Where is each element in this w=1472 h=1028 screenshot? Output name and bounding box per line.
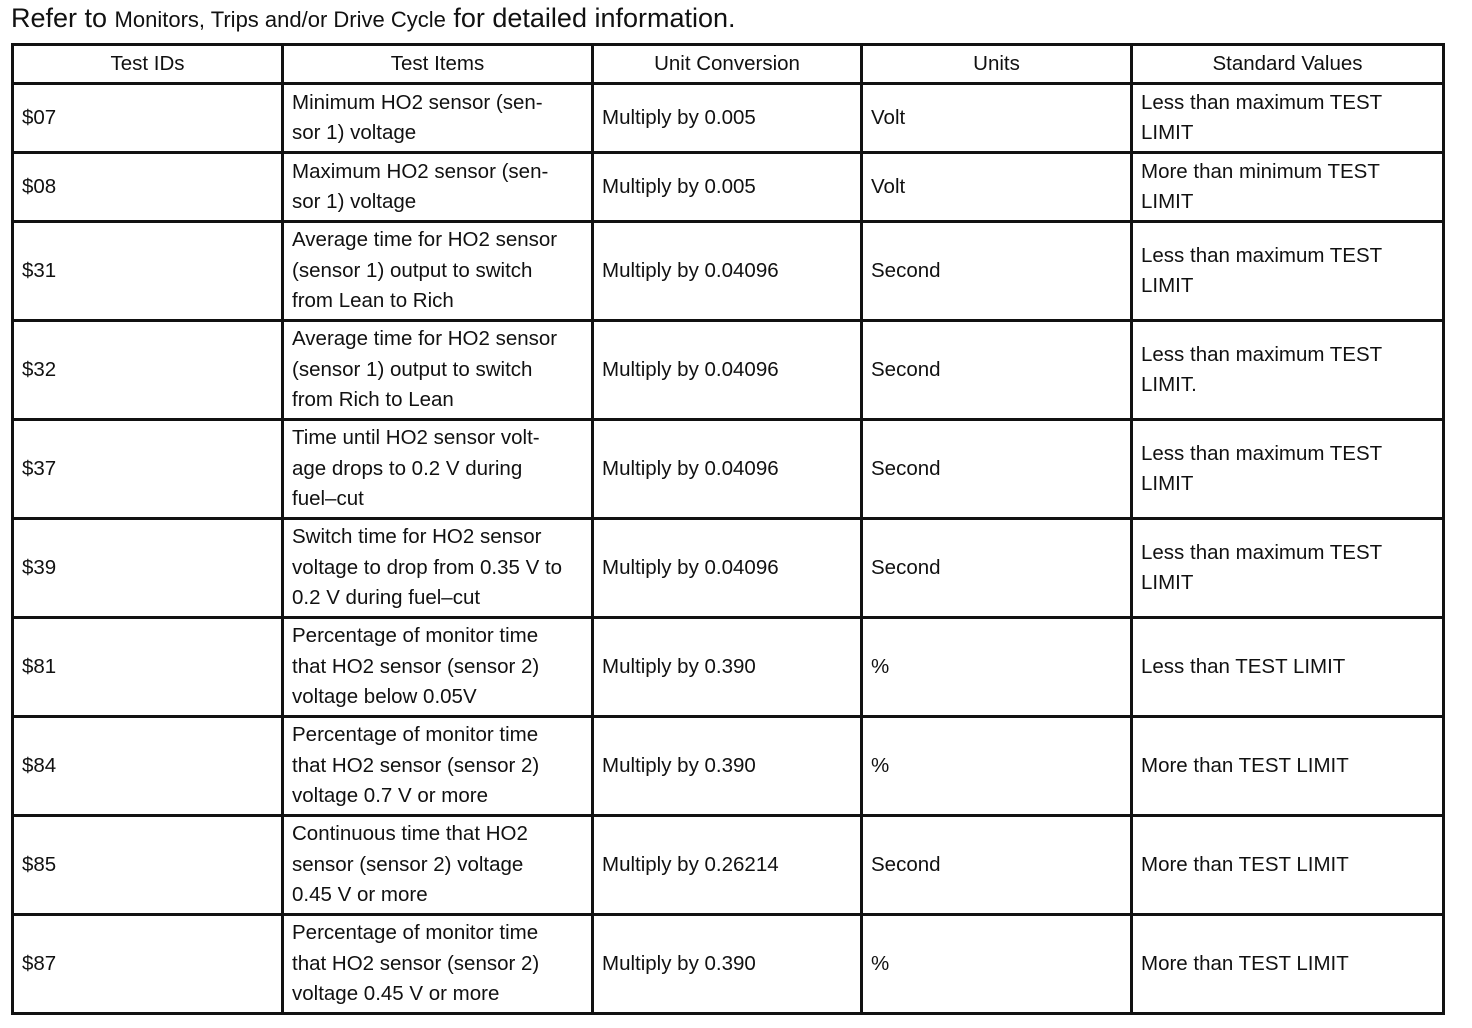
cell-test-id: $87	[13, 915, 283, 1014]
cell-standard-value: Less than maximum TEST LIMIT	[1132, 420, 1444, 519]
cell-unit-conversion: Multiply by 0.04096	[593, 420, 862, 519]
column-header-units: Units	[862, 45, 1132, 84]
cell-units: Second	[862, 816, 1132, 915]
table-row	[13, 717, 1444, 816]
cell-unit-conversion: Multiply by 0.005	[593, 153, 862, 222]
cell-units: Volt	[862, 84, 1132, 153]
cell-unit-conversion: Multiply by 0.04096	[593, 519, 862, 618]
cell-standard-value: More than TEST LIMIT	[1132, 717, 1444, 816]
cell-units: Second	[862, 321, 1132, 420]
cell-unit-conversion: Multiply by 0.390	[593, 915, 862, 1014]
cell-test-id: $32	[13, 321, 283, 420]
cell-test-item: Switch time for HO2 sensor voltage to drop from 0.35 V to 0.2 V during fuel–cut	[283, 519, 593, 618]
cell-standard-value: Less than maximum TEST LIMIT	[1132, 84, 1444, 153]
cell-test-id: $39	[13, 519, 283, 618]
column-header-test-items: Test Items	[283, 45, 593, 84]
column-header-unit-conversion: Unit Conversion	[593, 45, 862, 84]
cell-test-id: $81	[13, 618, 283, 717]
cell-test-item: Continuous time that HO2 sensor (sensor 2) voltage 0.45 V or more	[283, 816, 593, 915]
cell-units: %	[862, 717, 1132, 816]
cell-units: %	[862, 915, 1132, 1014]
cell-standard-value: Less than maximum TEST LIMIT.	[1132, 321, 1444, 420]
cell-test-item: Minimum HO2 sensor (sen- sor 1) voltage	[283, 84, 593, 153]
cell-test-id: $84	[13, 717, 283, 816]
table-row	[13, 153, 1444, 222]
cell-unit-conversion: Multiply by 0.390	[593, 717, 862, 816]
test-results-table	[11, 43, 1445, 1015]
table-row	[13, 618, 1444, 717]
table-row	[13, 519, 1444, 618]
cell-test-id: $07	[13, 84, 283, 153]
table-row	[13, 321, 1444, 420]
column-header-test-ids: Test IDs	[13, 45, 283, 84]
cell-test-item: Time until HO2 sensor volt- age drops to 0.2 V during fuel–cut	[283, 420, 593, 519]
table-header	[13, 45, 1444, 84]
cell-standard-value: Less than maximum TEST LIMIT	[1132, 222, 1444, 321]
cell-test-id: $08	[13, 153, 283, 222]
cell-standard-value: More than minimum TEST LIMIT	[1132, 153, 1444, 222]
table-row	[13, 84, 1444, 153]
cell-units: Volt	[862, 153, 1132, 222]
table-row	[13, 915, 1444, 1014]
table-row	[13, 420, 1444, 519]
column-header-standard-values: Standard Values	[1132, 45, 1444, 84]
cell-standard-value: More than TEST LIMIT	[1132, 915, 1444, 1014]
intro-text-part3: for detailed information.	[445, 3, 736, 33]
cell-unit-conversion: Multiply by 0.390	[593, 618, 862, 717]
cell-standard-value: Less than TEST LIMIT	[1132, 618, 1444, 717]
cell-unit-conversion: Multiply by 0.04096	[593, 321, 862, 420]
table-row	[13, 222, 1444, 321]
cell-test-item: Average time for HO2 sensor (sensor 1) output to switch from Rich to Lean	[283, 321, 593, 420]
cell-units: %	[862, 618, 1132, 717]
cell-standard-value: Less than maximum TEST LIMIT	[1132, 519, 1444, 618]
cell-test-item: Percentage of monitor time that HO2 sensor (sensor 2) voltage 0.45 V or more	[283, 915, 593, 1014]
cell-standard-value: More than TEST LIMIT	[1132, 816, 1444, 915]
table-body	[13, 84, 1444, 1014]
intro-text-part1: Refer to	[11, 3, 115, 33]
header-row	[13, 45, 1444, 84]
table-row	[13, 816, 1444, 915]
cell-test-id: $37	[13, 420, 283, 519]
intro-text	[11, 1, 736, 37]
cell-test-item: Percentage of monitor time that HO2 sensor (sensor 2) voltage 0.7 V or more	[283, 717, 593, 816]
cell-units: Second	[862, 222, 1132, 321]
cell-test-id: $31	[13, 222, 283, 321]
cell-unit-conversion: Multiply by 0.26214	[593, 816, 862, 915]
intro-text-reference: Monitors, Trips and/or Drive Cycle	[114, 7, 446, 32]
cell-unit-conversion: Multiply by 0.04096	[593, 222, 862, 321]
cell-test-item: Average time for HO2 sensor (sensor 1) output to switch from Lean to Rich	[283, 222, 593, 321]
cell-units: Second	[862, 519, 1132, 618]
cell-test-item: Maximum HO2 sensor (sen- sor 1) voltage	[283, 153, 593, 222]
cell-test-item: Percentage of monitor time that HO2 sensor (sensor 2) voltage below 0.05V	[283, 618, 593, 717]
cell-test-id: $85	[13, 816, 283, 915]
cell-unit-conversion: Multiply by 0.005	[593, 84, 862, 153]
cell-units: Second	[862, 420, 1132, 519]
